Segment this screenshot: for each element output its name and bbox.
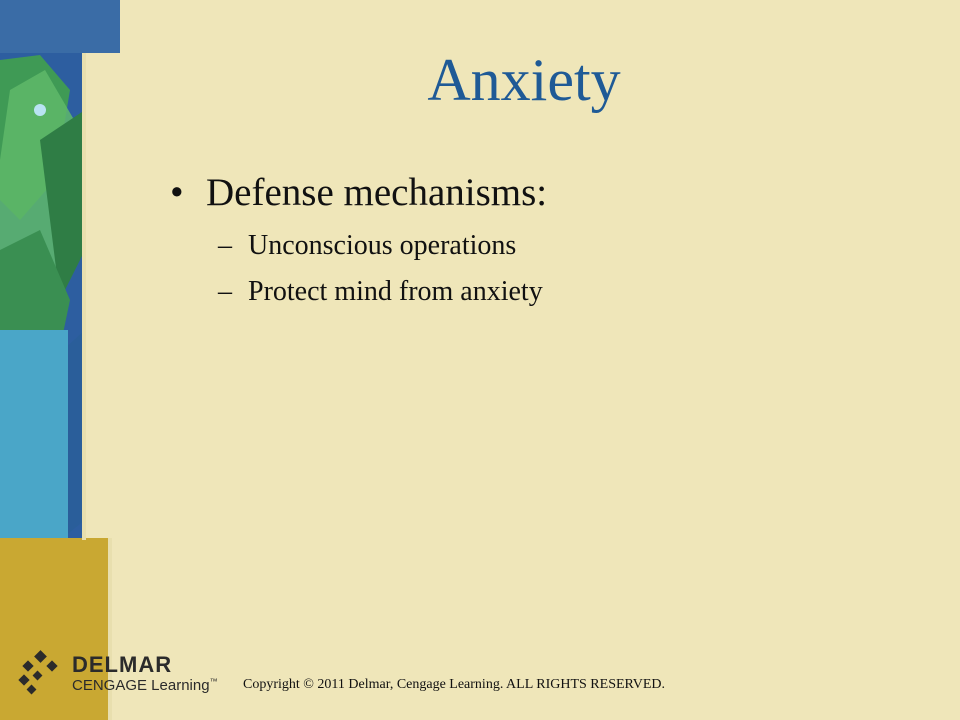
bullet-dot: • [170, 171, 184, 214]
delmar-cengage-logo [18, 650, 238, 700]
copyright-notice: Copyright © 2011 Delmar, Cengage Learning. ALL RIGHTS RESERVED. [243, 677, 666, 692]
sub-bullet-text: Protect mind from anxiety [248, 276, 543, 307]
bullet-text: Defense mechanisms: [206, 171, 548, 214]
bullet-list [170, 168, 910, 310]
sub-bullet-dash: – [218, 230, 232, 261]
logo-delmar-text: DELMAR [72, 652, 173, 677]
sub-bullet-text: Unconscious operations [248, 230, 517, 261]
bullet-item [170, 168, 910, 218]
sub-bullet-dash: – [218, 276, 232, 307]
logo-cengage-text: CENGAGE Learning™ [72, 677, 218, 694]
logo-mark-icon [18, 650, 64, 696]
sub-bullet-item [170, 228, 910, 264]
slide-title: Anxiety [427, 47, 621, 113]
sub-bullet-item [170, 274, 910, 310]
